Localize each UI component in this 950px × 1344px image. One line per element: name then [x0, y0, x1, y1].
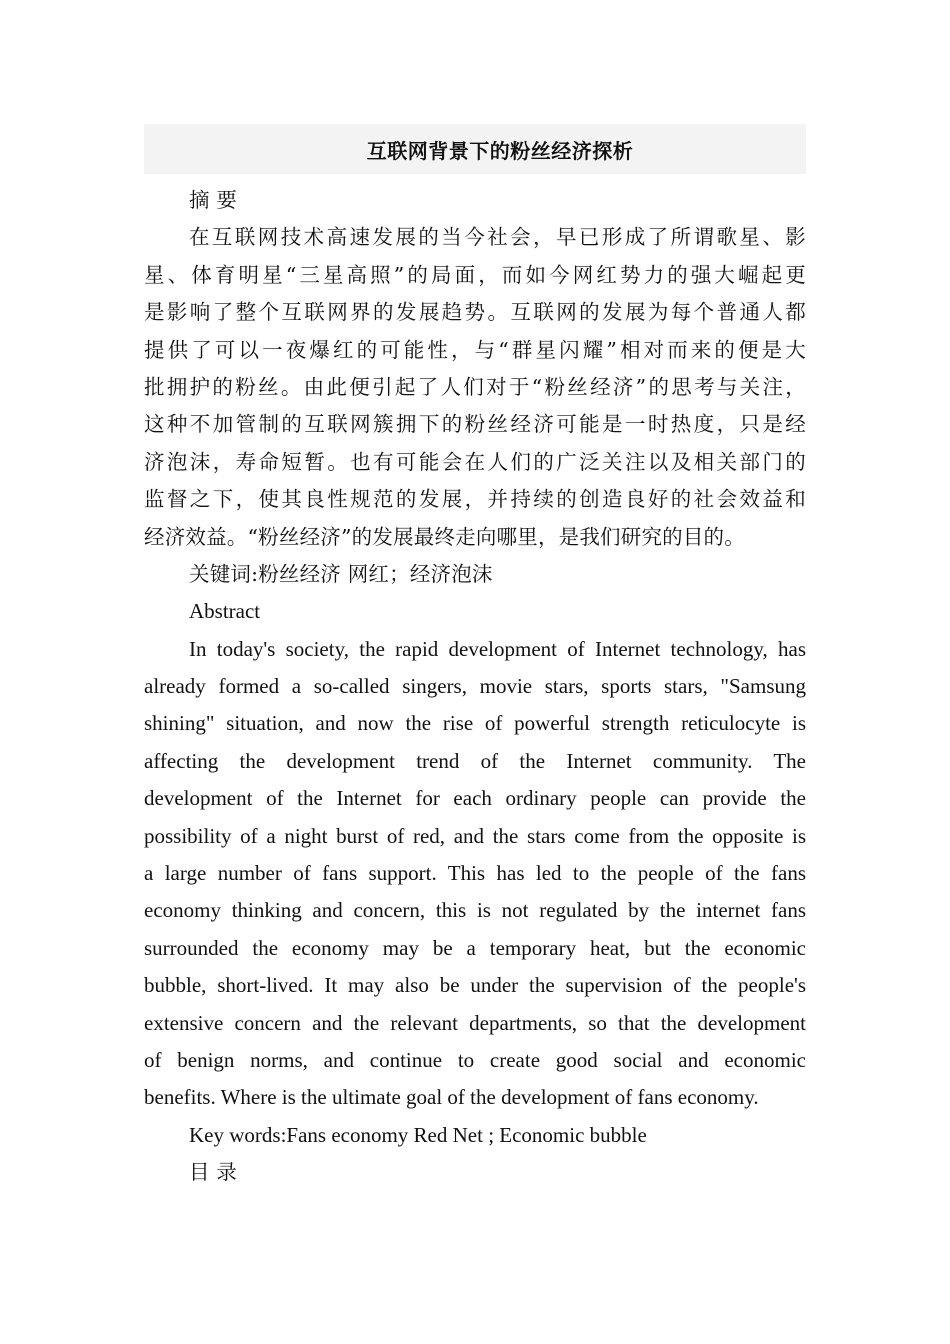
abstract-en-line: extensive concern and the relevant departments, so that the development: [144, 1010, 806, 1035]
abstract-cn-line: 星、体育明星“三星高照”的局面，而如今网红势力的强大崛起更: [144, 262, 806, 287]
title-bar: [144, 124, 806, 174]
abstract-en-line: bubble, short-lived. It may also be under the supervision of the people's: [144, 973, 806, 998]
abstract-en-line: already formed a so-called singers, movie stars, sports stars, "Samsung: [144, 674, 806, 699]
keywords-en: Key words:Fans economy Red Net ; Economic bubble: [189, 1122, 647, 1147]
toc-heading: 目 录: [189, 1160, 238, 1185]
abstract-cn-line: 提供了可以一夜爆红的可能性，与“群星闪耀”相对而来的便是大: [144, 337, 806, 362]
abstract-cn-line: 是影响了整个互联网界的发展趋势。互联网的发展为每个普通人都: [144, 300, 806, 325]
abstract-en-line: of benign norms, and continue to create good social and economic: [144, 1047, 806, 1072]
abstract-cn-line: 这种不加管制的互联网簇拥下的粉丝经济可能是一时热度，只是经: [144, 412, 806, 437]
abstract-en-line: possibility of a night burst of red, and the stars come from the opposite is: [144, 823, 806, 848]
abstract-cn-line: 济泡沫，寿命短暂。也有可能会在人们的广泛关注以及相关部门的: [144, 449, 806, 474]
abstract-heading-en: Abstract: [189, 599, 261, 624]
document-title: 互联网背景下的粉丝经济探析: [366, 138, 634, 163]
abstract-cn-line: 监督之下，使其良性规范的发展，并持续的创造良好的社会效益和: [144, 487, 806, 512]
abstract-cn-line: 批拥护的粉丝。由此便引起了人们对于“粉丝经济”的思考与关注，: [144, 374, 806, 399]
abstract-en-line: affecting the development trend of the Internet community. The: [144, 748, 806, 773]
abstract-en-line: shining" situation, and now the rise of powerful strength reticulocyte is: [144, 711, 806, 736]
abstract-en-line: In today's society, the rapid development of Internet technology, has: [189, 636, 806, 661]
abstract-cn-line: 经济效益。“粉丝经济”的发展最终走向哪里，是我们研究的目的。: [144, 524, 745, 549]
keywords-cn: 关键词:粉丝经济 网红；经济泡沫: [189, 561, 493, 586]
abstract-en-line: benefits. Where is the ultimate goal of the development of fans economy.: [144, 1085, 759, 1110]
abstract-en-line: economy thinking and concern, this is not regulated by the internet fans: [144, 898, 806, 923]
abstract-en-line: development of the Internet for each ordinary people can provide the: [144, 786, 806, 811]
abstract-en-line: surrounded the economy may be a temporary heat, but the economic: [144, 935, 806, 960]
abstract-cn-line: 在互联网技术高速发展的当今社会，早已形成了所谓歌星、影: [189, 225, 806, 250]
abstract-heading-cn: 摘 要: [189, 188, 238, 212]
abstract-en-line: a large number of fans support. This has led to the people of the fans: [144, 861, 806, 886]
document-body: [144, 182, 806, 1192]
